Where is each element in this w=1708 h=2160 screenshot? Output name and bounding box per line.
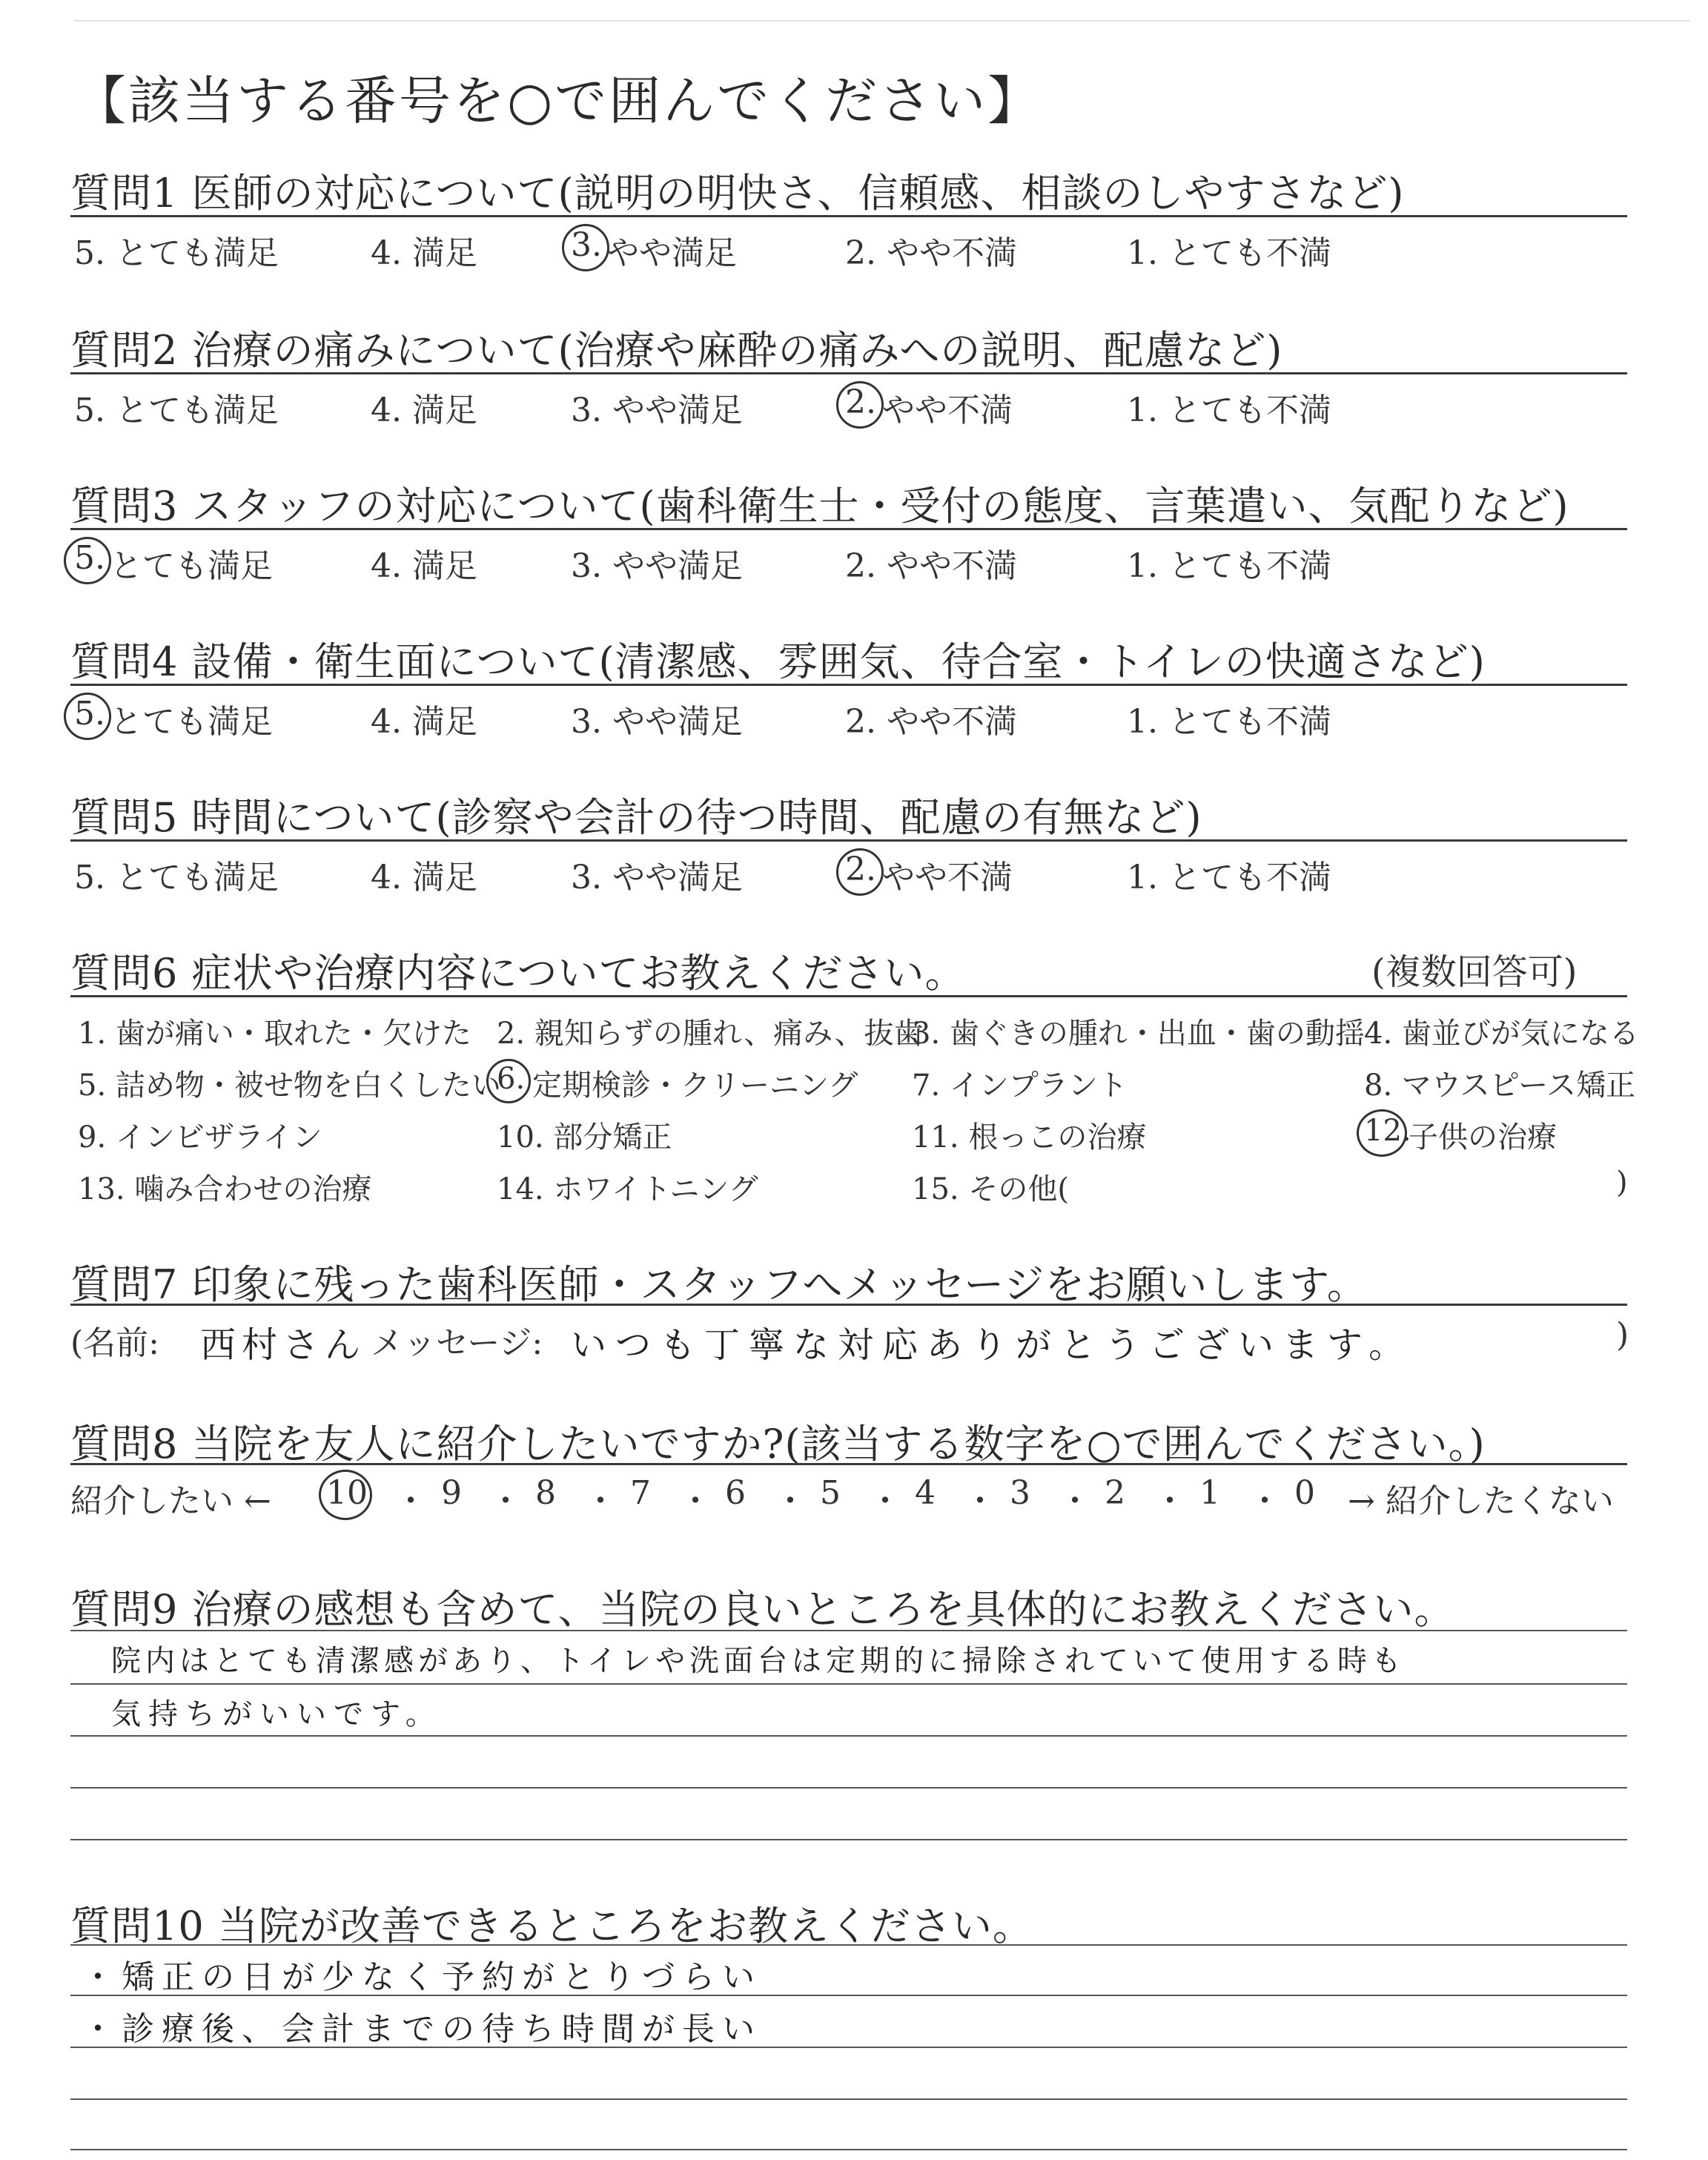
q6-item-6-number[interactable]: 6. (497, 1062, 526, 1096)
q8-score-8[interactable]: 8 (535, 1474, 556, 1512)
q8-dot: ・ (584, 1482, 617, 1520)
q8-score-5[interactable]: 5 (820, 1474, 841, 1512)
q10-line-4 (70, 2098, 1627, 2100)
top-border (74, 20, 1690, 22)
q3-option-2[interactable]: 2. やや不満 (845, 547, 1017, 585)
q6-item-12-number[interactable]: 12. (1364, 1114, 1411, 1148)
q8-score-4[interactable]: 4 (915, 1474, 936, 1512)
q8-score-10[interactable]: 10 (326, 1474, 368, 1512)
q10-line-1 (70, 1944, 1627, 1946)
q6-item-5[interactable]: 5. 詰め物・被せ物を白くしたい (78, 1069, 501, 1103)
question-2-label: 質問2 治療の痛みについて(治療や麻酔の痛みへの説明、配慮など) (70, 327, 1283, 374)
q5-option-3[interactable]: 3. やや満足 (571, 859, 743, 896)
q8-score-7[interactable]: 7 (630, 1474, 651, 1512)
q8-score-2[interactable]: 2 (1105, 1474, 1125, 1512)
q10-answer-line-2[interactable]: ・診療後、会計までの待ち時間が長い (82, 2010, 762, 2048)
q8-dot: ・ (679, 1482, 712, 1520)
q7-name-prefix: (名前: (70, 1324, 159, 1362)
q8-dot: ・ (1248, 1482, 1281, 1520)
question-9-label: 質問9 治療の感想も含めて、当院の良いところを具体的にお教えください。 (70, 1586, 1455, 1633)
q8-score-1[interactable]: 1 (1199, 1474, 1220, 1512)
q1-option-1[interactable]: 1. とても不満 (1127, 234, 1331, 272)
q3-option-5-number[interactable]: 5. (74, 539, 105, 577)
q1-option-2[interactable]: 2. やや不満 (845, 234, 1017, 272)
q4-option-2[interactable]: 2. やや不満 (845, 703, 1017, 741)
q2-option-5[interactable]: 5. とても満足 (74, 392, 279, 429)
q2-option-2-number[interactable]: 2. (845, 383, 876, 421)
q8-score-3[interactable]: 3 (1010, 1474, 1030, 1512)
question-1-label: 質問1 医師の対応について(説明の明快さ、信頼感、相談のしやすさなど) (70, 170, 1405, 217)
q3-option-5-text[interactable]: とても満足 (110, 547, 273, 585)
q5-option-4[interactable]: 4. 満足 (371, 859, 477, 896)
q9-line-5 (70, 1839, 1627, 1840)
q6-item-10[interactable]: 10. 部分矯正 (497, 1120, 672, 1155)
question-6-rule (70, 995, 1627, 997)
q4-option-1[interactable]: 1. とても不満 (1127, 703, 1331, 741)
question-10-label: 質問10 当院が改善できるところをお教えください。 (70, 1903, 1033, 1949)
q5-option-2-text[interactable]: やや不満 (882, 859, 1013, 896)
q9-line-4 (70, 1787, 1627, 1789)
q6-item-4[interactable]: 4. 歯並びが気になる (1364, 1017, 1639, 1051)
q2-option-1[interactable]: 1. とても不満 (1127, 392, 1331, 429)
q8-selected-circle (319, 1470, 372, 1520)
question-8-label: 質問8 当院を友人に紹介したいですか?(該当する数字を○で囲んでください。) (70, 1421, 1486, 1467)
q2-option-2-text[interactable]: やや不満 (882, 392, 1013, 429)
q7-close: ) (1616, 1316, 1629, 1354)
q3-option-1[interactable]: 1. とても不満 (1127, 547, 1331, 585)
question-3-label: 質問3 スタッフの対応について(歯科衛生士・受付の態度、言葉遣い、気配りなど) (70, 483, 1569, 529)
q2-option-4[interactable]: 4. 満足 (371, 392, 477, 429)
q8-dot: ・ (1153, 1482, 1186, 1520)
q6-item-9[interactable]: 9. インビザライン (78, 1120, 322, 1155)
q8-score-6[interactable]: 6 (725, 1474, 746, 1512)
question-6-label: 質問6 症状や治療内容についてお教えください。 (70, 950, 966, 997)
question-1-rule (70, 215, 1627, 217)
q6-item-1[interactable]: 1. 歯が痛い・取れた・欠けた (78, 1017, 471, 1051)
q10-answer-line-1[interactable]: ・矯正の日が少なく予約がとりづらい (82, 1958, 762, 1996)
q4-option-5-text[interactable]: とても満足 (110, 703, 273, 741)
form-header: 【該当する番号を○で囲んでください】 (74, 70, 1042, 131)
q8-dot: ・ (394, 1482, 427, 1520)
q8-dot: ・ (869, 1482, 901, 1520)
q6-item-11[interactable]: 11. 根っこの治療 (912, 1120, 1147, 1155)
q9-line-3 (70, 1735, 1627, 1737)
q6-item-2[interactable]: 2. 親知らずの腫れ、痛み、抜歯 (497, 1017, 924, 1051)
question-7-label: 質問7 印象に残った歯科医師・スタッフへメッセージをお願いします。 (70, 1261, 1368, 1308)
question-3-rule (70, 528, 1627, 530)
q5-option-5[interactable]: 5. とても満足 (74, 859, 279, 896)
q6-item-15[interactable]: 15. その他( (912, 1172, 1069, 1206)
question-7-rule (70, 1304, 1627, 1306)
q3-option-4[interactable]: 4. 満足 (371, 547, 477, 585)
question-2-rule (70, 372, 1627, 374)
q3-option-3[interactable]: 3. やや満足 (571, 547, 743, 585)
q4-option-5-number[interactable]: 5. (74, 695, 105, 733)
q3-selected-circle (64, 537, 111, 584)
question-4-label: 質問4 設備・衛生面について(清潔感、雰囲気、待合室・トイレの快適さなど) (70, 638, 1486, 685)
q6-item-7[interactable]: 7. インプラント (912, 1069, 1128, 1103)
q8-dot: ・ (1059, 1482, 1091, 1520)
q8-right-label: → 紹介したくない (1348, 1482, 1614, 1520)
q6-item-8[interactable]: 8. マウスピース矯正 (1364, 1069, 1636, 1103)
q6-item-6-text[interactable]: 定期検診・クリーニング (532, 1069, 858, 1103)
q4-option-3[interactable]: 3. やや満足 (571, 703, 743, 741)
q6-item-14[interactable]: 14. ホワイトニング (497, 1172, 758, 1206)
q1-selected-circle (562, 224, 609, 271)
q9-line-2 (70, 1683, 1627, 1685)
q4-option-4[interactable]: 4. 満足 (371, 703, 477, 741)
question-8-rule (70, 1463, 1627, 1465)
q1-option-3-text[interactable]: やや満足 (606, 234, 737, 272)
q8-score-9[interactable]: 9 (441, 1474, 462, 1512)
question-5-rule (70, 839, 1627, 842)
question-4-rule (70, 684, 1627, 686)
q5-option-1[interactable]: 1. とても不満 (1127, 859, 1331, 896)
q2-selected-circle (836, 381, 884, 429)
q1-option-4[interactable]: 4. 満足 (371, 234, 477, 272)
question-5-label: 質問5 時間について(診察や会計の待つ時間、配慮の有無など) (70, 794, 1202, 841)
q6-item-13[interactable]: 13. 噛み合わせの治療 (78, 1172, 372, 1206)
q6-item-6-circle (486, 1059, 531, 1103)
q9-answer-line-1[interactable]: 院内はとても清潔感があり、トイレや洗面台は定期的に掃除されていて使用する時も (111, 1644, 1406, 1678)
q8-dot: ・ (774, 1482, 807, 1520)
q8-left-label: 紹介したい ← (70, 1482, 271, 1520)
q6-item-15-close: ) (1616, 1166, 1628, 1200)
q1-option-5[interactable]: 5. とても満足 (74, 234, 279, 272)
q10-line-5 (70, 2149, 1627, 2150)
q9-answer-line-2[interactable]: 気持ちがいいです。 (111, 1697, 443, 1731)
q7-message-handwritten[interactable]: いつも丁寧な対応ありがとうございます。 (571, 1324, 1414, 1366)
q7-name-handwritten[interactable]: 西村さん (200, 1324, 367, 1366)
q2-option-3[interactable]: 3. やや満足 (571, 392, 743, 429)
q8-score-0[interactable]: 0 (1294, 1474, 1315, 1512)
q5-option-2-number[interactable]: 2. (845, 851, 876, 888)
q9-line-1 (70, 1630, 1627, 1631)
q8-dot: ・ (964, 1482, 996, 1520)
q4-selected-circle (64, 693, 111, 740)
q6-item-12-text[interactable]: 子供の治療 (1409, 1120, 1557, 1155)
q6-item-12-circle (1357, 1109, 1407, 1157)
q6-item-3[interactable]: 3. 歯ぐきの腫れ・出血・歯の動揺 (912, 1017, 1365, 1051)
question-6-note: (複数回答可) (1371, 951, 1578, 993)
q5-selected-circle (836, 848, 884, 896)
q7-message-prefix: メッセージ: (371, 1324, 543, 1362)
q8-dot: ・ (489, 1482, 522, 1520)
q1-option-3-number[interactable]: 3. (571, 226, 602, 264)
